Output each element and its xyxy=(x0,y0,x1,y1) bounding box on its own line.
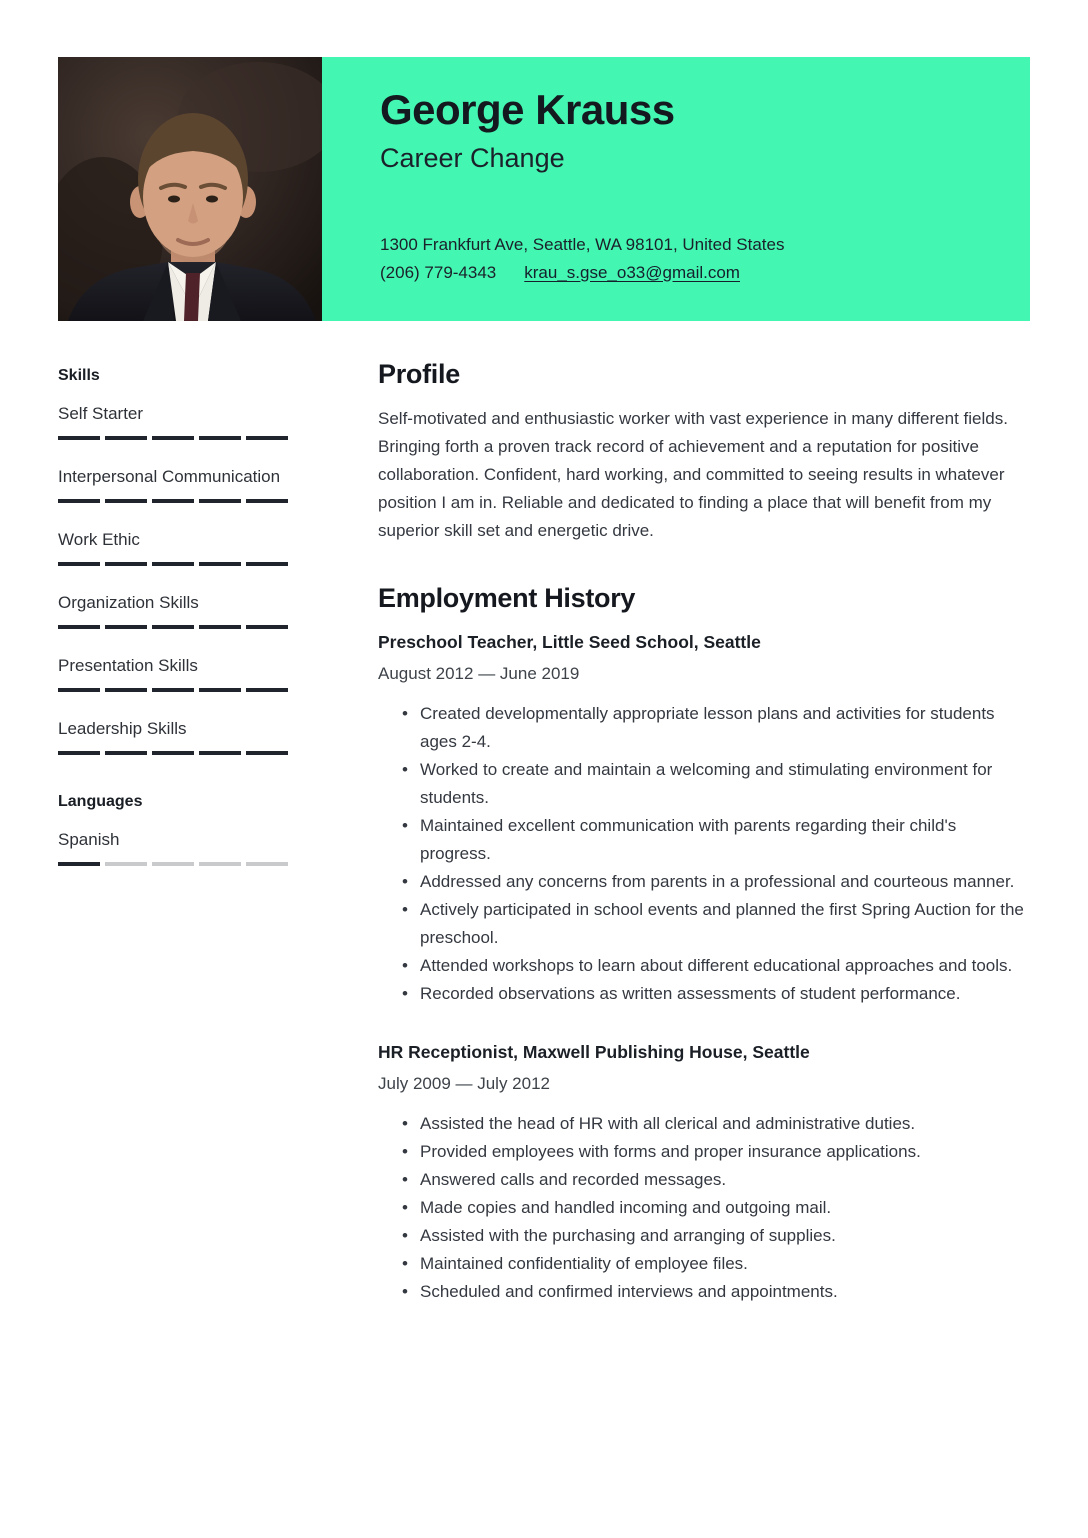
bullet-item: • Attended workshops to learn about different educational approaches and tools. xyxy=(378,952,1030,980)
level-segment xyxy=(58,436,100,440)
level-segment xyxy=(105,862,147,866)
level-segment xyxy=(105,688,147,692)
portrait-illustration xyxy=(58,57,322,321)
level-segment xyxy=(199,688,241,692)
profile-section xyxy=(378,359,1030,545)
bullet-item: • Actively participated in school events and planned the first Spring Auction for the preschool. xyxy=(378,896,1030,952)
rated-item xyxy=(58,400,288,440)
level-segment xyxy=(58,688,100,692)
skill-level-bar xyxy=(58,436,288,440)
skill-level-bar xyxy=(58,562,288,566)
bullet-item: • Maintained confidentiality of employee files. xyxy=(378,1250,1030,1278)
level-segment xyxy=(246,625,288,629)
level-segment xyxy=(199,862,241,866)
profile-text: Self-motivated and enthusiastic worker with vast experience in many different fields. Bringing forth a proven track record of achievement and a reputation for positive collaboration. Confident, hard working, and committed to seeing results in whatever position I am in. Reliable and dedicated to finding a place that will benefit from my superior skill set and energetic drive. xyxy=(378,409,1008,540)
address-line: 1300 Frankfurt Ave, Seattle, WA 98101, United States xyxy=(380,234,785,254)
level-segment xyxy=(152,499,194,503)
rated-item-label: Leadership Skills xyxy=(58,719,187,738)
rated-item xyxy=(58,652,288,692)
level-segment xyxy=(58,625,100,629)
level-segment xyxy=(199,499,241,503)
level-segment xyxy=(58,751,100,755)
profile-photo xyxy=(58,57,322,321)
bullet-item: • Scheduled and confirmed interviews and appointments. xyxy=(378,1278,1030,1306)
rated-item-label: Work Ethic xyxy=(58,530,140,549)
phone-number: (206) 779-4343 xyxy=(380,262,497,282)
rated-item-label: Self Starter xyxy=(58,404,144,423)
bullet-item: • Assisted with the purchasing and arranging of supplies. xyxy=(378,1222,1030,1250)
level-segment xyxy=(152,436,194,440)
bullet-item: • Recorded observations as written assessments of student performance. xyxy=(378,980,1030,1008)
bullet-item: • Provided employees with forms and proper insurance applications. xyxy=(378,1138,1030,1166)
bullet-item: • Worked to create and maintain a welcoming and stimulating environment for students. xyxy=(378,756,1030,812)
level-segment xyxy=(246,499,288,503)
level-segment xyxy=(199,625,241,629)
skill-level-bar xyxy=(58,751,288,755)
rated-item xyxy=(58,589,288,629)
bullet-item: • Answered calls and recorded messages. xyxy=(378,1166,1030,1194)
jobs-list xyxy=(378,629,1030,1306)
level-segment xyxy=(58,499,100,503)
level-segment xyxy=(246,436,288,440)
profile-title: Profile xyxy=(378,359,460,389)
header-banner xyxy=(322,57,1030,321)
person-name: George Krauss xyxy=(380,86,675,133)
level-segment xyxy=(246,562,288,566)
rated-item-label: Interpersonal Communication xyxy=(58,467,281,486)
level-segment xyxy=(152,862,194,866)
email-link[interactable]: krau_s.gse_o33@gmail.com xyxy=(524,262,740,282)
employment-title: Employment History xyxy=(378,583,636,613)
skill-level-bar xyxy=(58,862,288,866)
bullet-item: • Created developmentally appropriate lesson plans and activities for students ages 2-4. xyxy=(378,700,1030,756)
level-segment xyxy=(246,688,288,692)
level-segment xyxy=(58,562,100,566)
rated-item-label: Spanish xyxy=(58,830,120,849)
job-entry xyxy=(378,629,1030,1008)
job-title: Preschool Teacher, Little Seed School, Seattle xyxy=(378,632,761,652)
level-segment xyxy=(152,751,194,755)
skill-level-bar xyxy=(58,688,288,692)
contact-block xyxy=(380,231,1000,287)
level-segment xyxy=(105,562,147,566)
skills-list xyxy=(58,400,288,755)
employment-section xyxy=(378,583,1030,1306)
person-job-title: Career Change xyxy=(380,143,565,174)
bullet-item: • Assisted the head of HR with all clerical and administrative duties. xyxy=(378,1110,1030,1138)
level-segment xyxy=(199,751,241,755)
header xyxy=(58,57,1030,321)
rated-item xyxy=(58,715,288,755)
level-segment xyxy=(105,499,147,503)
job-entry xyxy=(378,1039,1030,1306)
level-segment xyxy=(58,862,100,866)
level-segment xyxy=(246,862,288,866)
rated-item-label: Presentation Skills xyxy=(58,656,198,675)
level-segment xyxy=(199,436,241,440)
job-dates: July 2009 — July 2012 xyxy=(378,1074,550,1093)
job-title: HR Receptionist, Maxwell Publishing House, Seattle xyxy=(378,1042,810,1062)
level-segment xyxy=(246,751,288,755)
level-segment xyxy=(105,436,147,440)
bullet-item: • Addressed any concerns from parents in a professional and courteous manner. xyxy=(378,868,1030,896)
skill-level-bar xyxy=(58,499,288,503)
level-segment xyxy=(152,625,194,629)
skills-section-title: Skills xyxy=(58,367,100,384)
rated-item-label: Organization Skills xyxy=(58,593,199,612)
languages-list xyxy=(58,826,288,866)
rated-item xyxy=(58,526,288,566)
level-segment xyxy=(152,688,194,692)
job-bullets xyxy=(378,700,1030,1008)
languages-section-title: Languages xyxy=(58,793,143,810)
level-segment xyxy=(105,751,147,755)
job-dates: August 2012 — June 2019 xyxy=(378,664,580,683)
rated-item xyxy=(58,826,288,866)
sidebar xyxy=(58,321,288,1306)
level-segment xyxy=(199,562,241,566)
bullet-item: • Made copies and handled incoming and outgoing mail. xyxy=(378,1194,1030,1222)
rated-item xyxy=(58,463,288,503)
skill-level-bar xyxy=(58,625,288,629)
bullet-item: • Maintained excellent communication with parents regarding their child's progress. xyxy=(378,812,1030,868)
level-segment xyxy=(152,562,194,566)
level-segment xyxy=(105,625,147,629)
content-columns xyxy=(58,321,1030,1306)
main-content xyxy=(378,321,1030,1306)
job-bullets xyxy=(378,1110,1030,1306)
